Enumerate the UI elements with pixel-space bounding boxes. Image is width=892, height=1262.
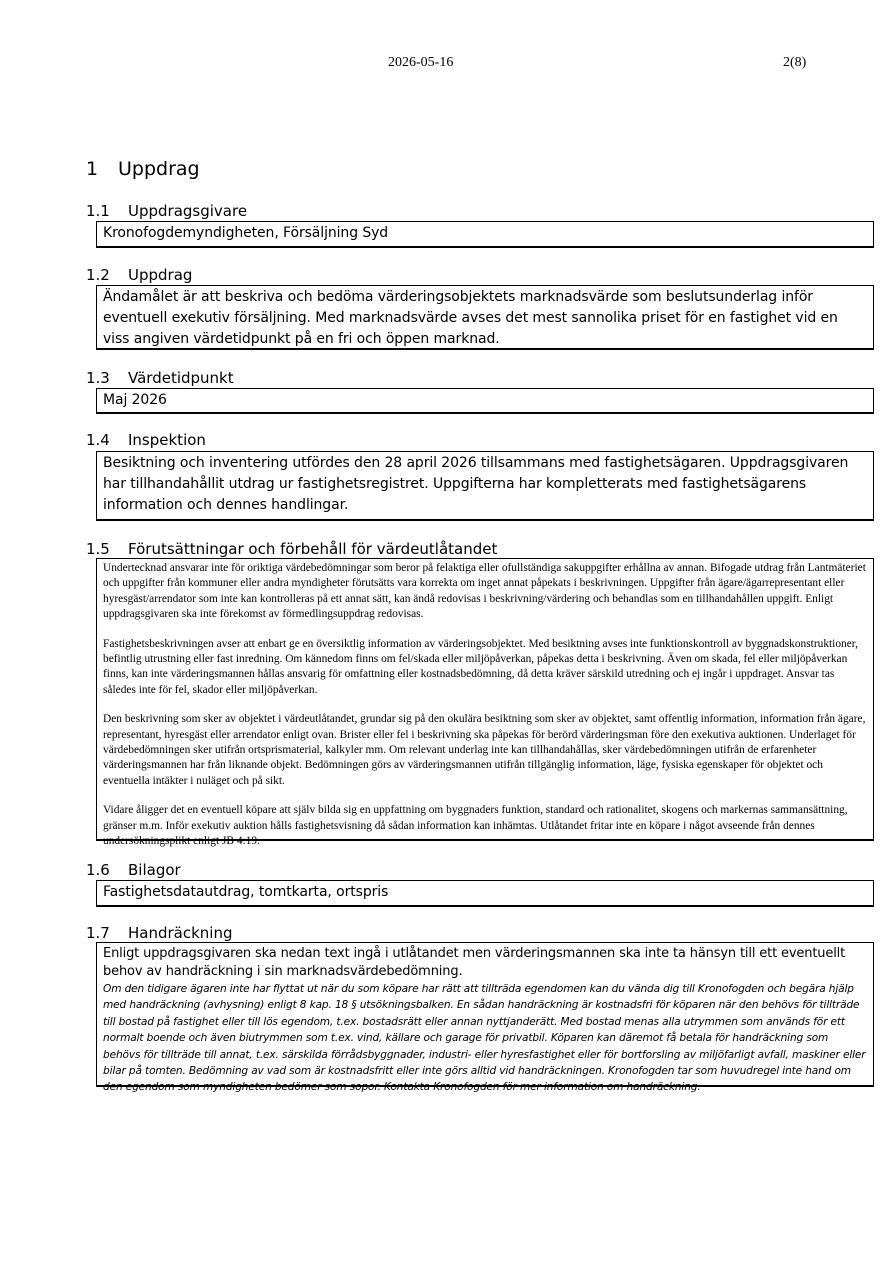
forutsattningar-paragraph-2: Fastighetsbeskrivningen avser att enbart ge en översiktlig information av värderingsobjektet. Med besiktning avses inte funktionskontroll av byggnadskonstruktioner, befintlig utrustning eller fast inredning. Om kännedom finns om fel/skada eller miljöpåverkan, påpekas detta i beskrivning. Även om skada, fel eller miljöpåverkan finns, kan inte värderingsmannen hållas ansvarig för omfattning eller kostnadsbedömning, då detta kräver särskild utredning och ej ingår i uppdraget. Ansvar tas således inte för fel, skador eller miljöpåverkan. bbox=[103, 637, 858, 696]
subsection-number: 1.4 bbox=[86, 431, 110, 449]
inspektion-box: Besiktning och inventering utfördes den 28 april 2026 tillsammans med fastighetsägaren. Uppdragsgivaren har tillhandahållit utdrag ur fastighetsregistret. Uppgifterna har kompletterats med fastighetsägarens information och dennes handlingar. bbox=[96, 451, 874, 521]
forutsattningar-paragraph-1: Undertecknad ansvarar inte för oriktiga värdebedömningar som beror på felaktiga eller ofullständiga sakuppgifter erhållna av annan. Bifogade utdrag från Lantmäteriet och uppgifter från kommuner eller andra myndigheter förutsätts vara korrekta om inget annat påpekats i beskrivningen. Uppgifter från ägare/ägarrepresentant eller hyresgäst/arrendator som inte kan kontrolleras på ett annat sätt, kan ändå redovisas i beskrivning/värdering och behandlas som en tillhandahållen uppgift. Enligt uppdragsgivaren ska inte förekomst av förmedlingsuppdrag redovisas. bbox=[103, 562, 866, 621]
subsection-title: Inspektion bbox=[128, 431, 206, 449]
subsection-number: 1.7 bbox=[86, 924, 110, 942]
subsection-heading-bilagor bbox=[86, 861, 181, 879]
handrackning-italic-text: Om den tidigare ägaren inte har flyttat ut när du som köpare har rätt att tillträda egendomen kan du vända dig till Kronofogden och begära hjälp med handräckning (avhysning) enligt 8 kap. 18 § utsökningsbalken. En sådan handräckning är kostnadsfri för köparen när den behövs för tillträde till bostad på fastighet eller till lös egendom, t.ex. bostadsrätt eller annan nyttjanderätt. Med bostad menas alla utrymmen som används för ett normalt boende och även biutrymmen som t.ex. vind, källare och garage för privatbil. Köparen kan däremot få betala för handräckning som behövs för tillträde till annat, t.ex. särskilda förrådsbyggnader, industri- eller hyresfastighet eller för bortforsling av miljöfarligt avfall, maskiner eller bilar på tomten. Bedömning av vad som är kostnadsfritt eller inte görs alltid vid handräckningen. Kronofogden tar som huvudregel inte hand om den egendom som myndigheten bedömer som sopor. Kontakta Kronofogden för mer information om handräckning. bbox=[103, 983, 866, 1094]
subsection-number: 1.3 bbox=[86, 369, 110, 387]
forutsattningar-box bbox=[96, 558, 874, 848]
subsection-title: Uppdragsgivare bbox=[128, 202, 248, 220]
forutsattningar-paragraph-3: Den beskrivning som sker av objektet i värdeutlåtandet, grundar sig på den okulära besiktning som sker av objektet, samt offentlig information, information från ägare, representant, hyresgäst eller arrendator enligt ovan. Brister eller fel i beskrivning ska påpekas för berörd värderingsman före den exekutiva auktionen. Underlaget för värdebedömningen sker utifrån ortsprismaterial, kalkyler mm. Om relevant underlag inte kan tillhandahållas, sker värdebedömningen utifrån de erfarenheter värderingsmannen har från liknande objekt. Bedömningen görs av värderingsmannen utifrån tillgänglig information, läge, fysiska egenskaper för objektet och eventuella intäkter i nuläget och på sikt. bbox=[103, 713, 866, 787]
subsection-number: 1.6 bbox=[86, 861, 110, 879]
bilagor-box: Fastighetsdatautdrag, tomtkarta, ortspris bbox=[96, 880, 874, 907]
subsection-number: 1.2 bbox=[86, 266, 110, 284]
subsection-heading-uppdragsgivare bbox=[86, 202, 247, 220]
subsection-title: Uppdrag bbox=[128, 266, 193, 284]
subsection-title: Värdetidpunkt bbox=[128, 369, 234, 387]
subsection-title: Bilagor bbox=[128, 861, 181, 879]
subsection-heading-vardetidpunkt bbox=[86, 369, 234, 387]
uppdrag-box: Ändamålet är att beskriva och bedöma värderingsobjektets marknadsvärde som beslutsunderlag inför eventuell exekutiv försäljning. Med marknadsvärde avses det mest sannolika priset för en fastighet vid en viss angiven värdetidpunkt på en fri och öppen marknad. bbox=[96, 285, 874, 350]
handrackning-box bbox=[96, 942, 874, 1094]
header-page-number: 2(8) bbox=[783, 55, 807, 70]
subsection-heading-uppdrag bbox=[86, 266, 192, 284]
subsection-title: Handräckning bbox=[128, 924, 233, 942]
uppdragsgivare-box: Kronofogdemyndigheten, Försäljning Syd bbox=[96, 221, 874, 248]
header-date: 2026-05-16 bbox=[388, 55, 454, 70]
subsection-number: 1.5 bbox=[86, 540, 110, 558]
vardetidpunkt-box: Maj 2026 bbox=[96, 388, 874, 414]
forutsattningar-paragraph-4: Vidare åligger det en eventuell köpare att själv bilda sig en uppfattning om byggnaders funktion, standard och rationalitet, skogens och markernas sammansättning, gränser m.m. Inför exekutiv auktion hålls fastighetsvisning då sådan information kan inhämtas. Utlåtandet fritar inte en köpare i något avseende från dennes undersökningsplikt enligt JB 4:19. bbox=[103, 804, 848, 848]
subsection-heading-handrackning bbox=[86, 924, 233, 942]
section-number: 1 bbox=[86, 158, 99, 180]
subsection-number: 1.1 bbox=[86, 202, 110, 220]
subsection-title: Förutsättningar och förbehåll för värdeutlåtandet bbox=[128, 540, 498, 558]
section-heading bbox=[86, 158, 200, 180]
handrackning-lead: Enligt uppdragsgivaren ska nedan text ingå i utlåtandet men värderingsmannen ska inte ta hänsyn till ett eventuellt behov av handräckning i sin marknadsvärdebedömning. bbox=[103, 946, 846, 979]
subsection-heading-forutsattningar bbox=[86, 540, 497, 558]
section-title: Uppdrag bbox=[118, 158, 200, 180]
subsection-heading-inspektion bbox=[86, 431, 206, 449]
